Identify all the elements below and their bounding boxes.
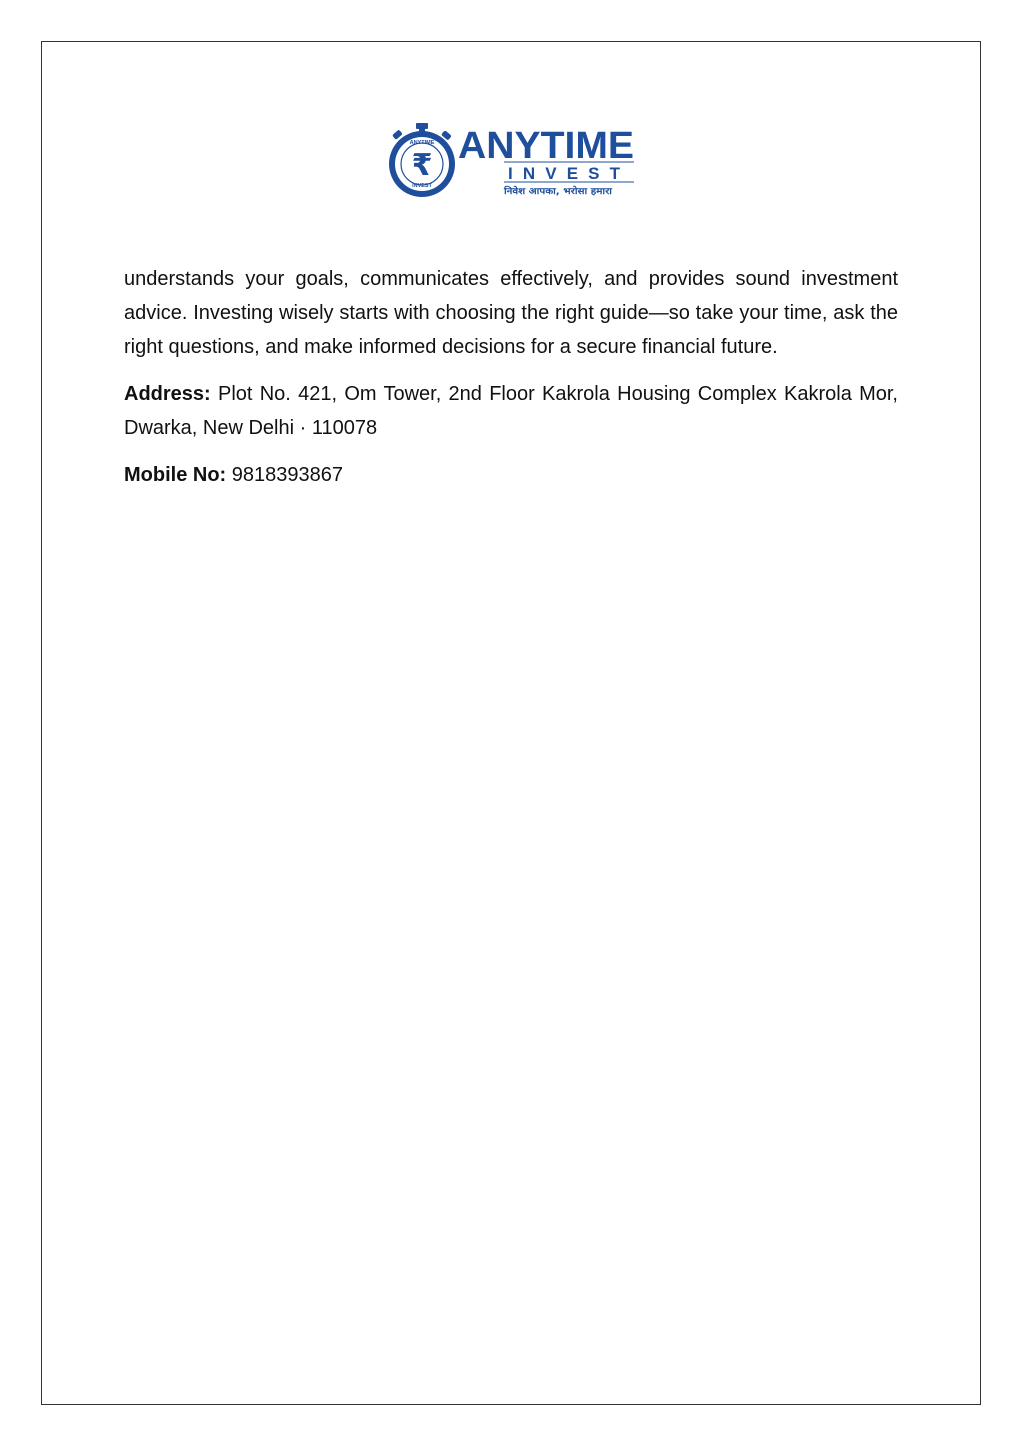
svg-text:ANYTIME: ANYTIME — [409, 140, 435, 146]
page — [41, 41, 981, 1405]
document-body — [124, 262, 898, 505]
mobile-line — [124, 458, 898, 492]
svg-text:ANYTIME: ANYTIME — [458, 125, 634, 167]
address-value: Plot No. 421, Om Tower, 2nd Floor Kakrola Housing Complex Kakrola Mor, Dwarka, New Delhi · 110078 — [124, 383, 898, 439]
mobile-label: Mobile No: — [124, 464, 227, 486]
body-paragraph: understands your goals, communicates effectively, and provides sound investment advice. Investing wisely starts with choosing the right guide—so take your time, ask the right questions, and make informed decisions for a secure financial future. — [124, 268, 898, 358]
svg-text:INVEST: INVEST — [508, 164, 620, 183]
address-label: Address: — [124, 383, 211, 405]
svg-text:निवेश आपका, भरोसा हमारा: निवेश आपका, भरोसा हमारा — [504, 187, 599, 197]
svg-text:INVEST: INVEST — [412, 183, 432, 189]
stopwatch-rupee-icon — [386, 120, 636, 200]
mobile-value: 9818393867 — [226, 464, 344, 486]
address-line — [124, 377, 898, 445]
svg-text:₹: ₹ — [411, 148, 433, 183]
anytime-invest-logo — [386, 120, 636, 200]
